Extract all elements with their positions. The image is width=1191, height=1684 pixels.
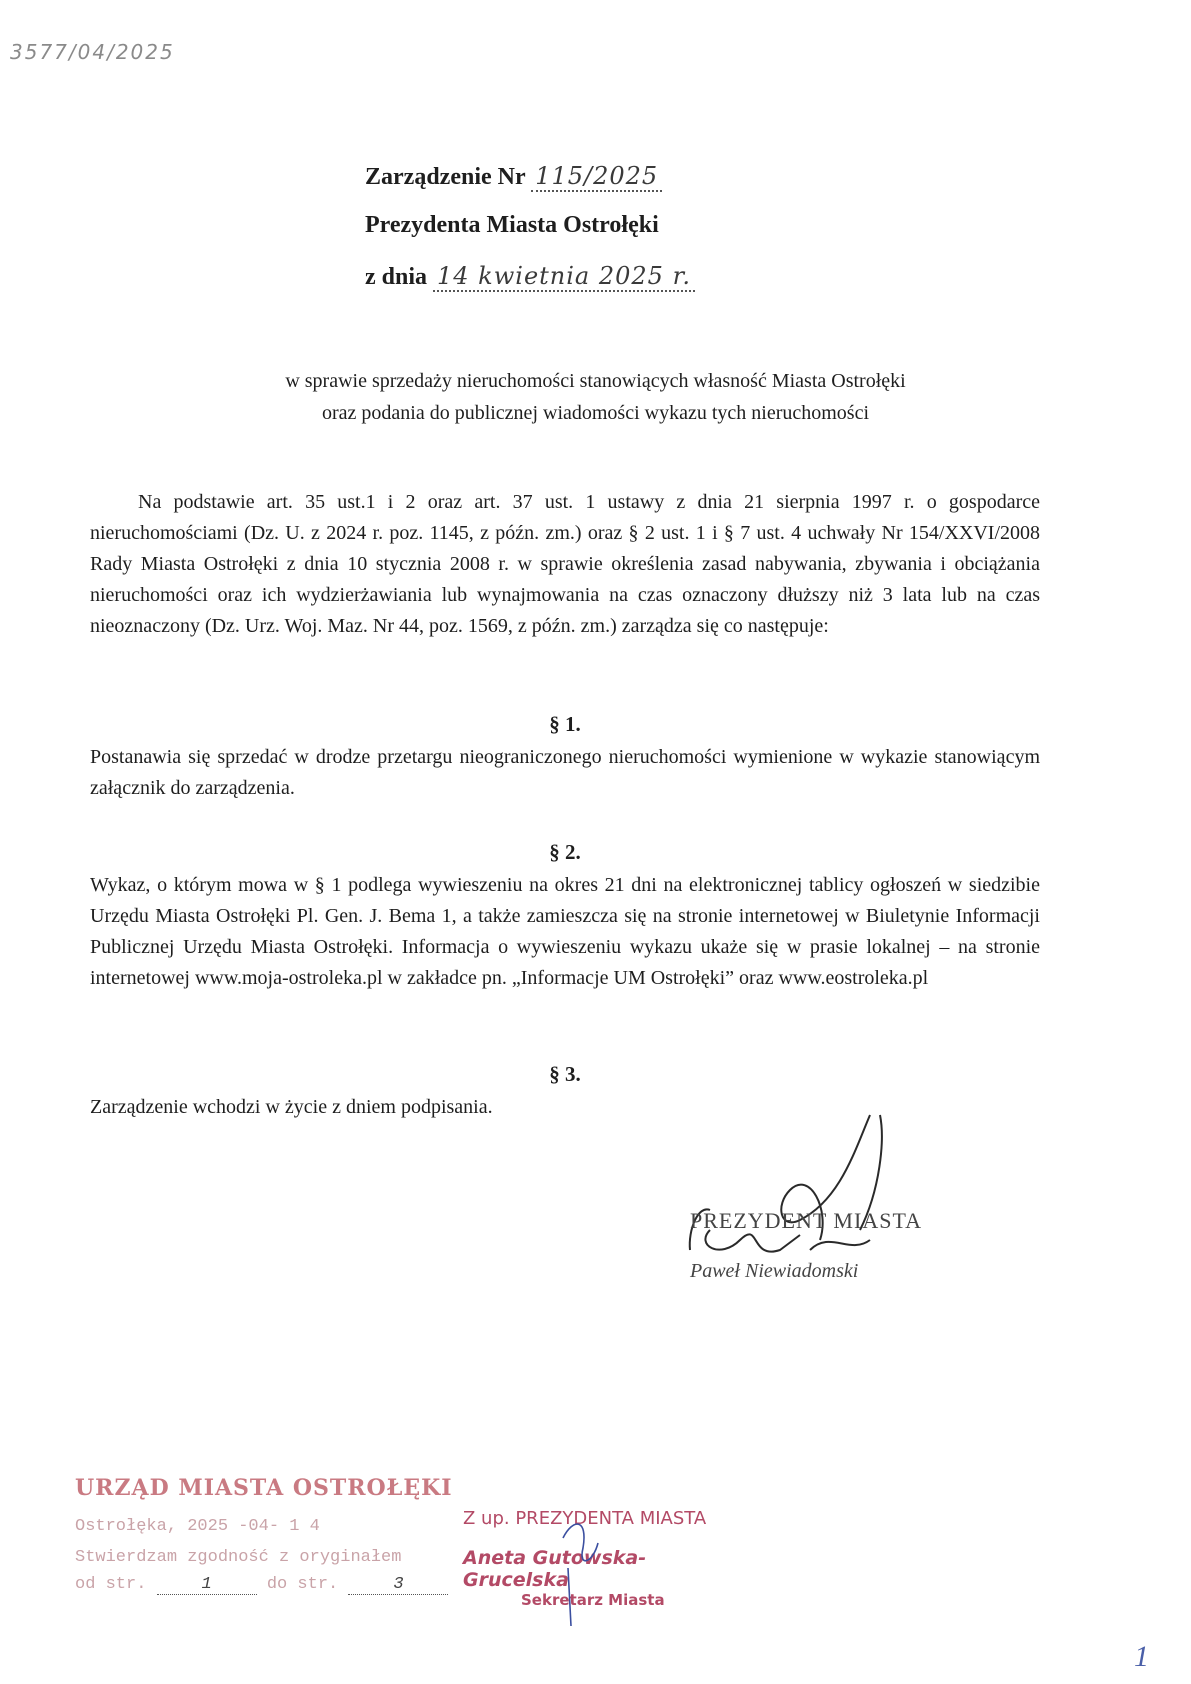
issuer: Prezydenta Miasta Ostrołęki	[365, 212, 659, 238]
signature-block	[680, 1110, 940, 1280]
deputy-signature	[543, 1508, 613, 1628]
to-page: 3	[348, 1575, 448, 1595]
subject-line-2: oraz podania do publicznej wiadomości wykazu tych nieruchomości	[321, 402, 870, 424]
section-3-heading: § 3.	[549, 1062, 581, 1086]
from-label: od str.	[75, 1575, 147, 1594]
stamp-office-name: URZĄD MIASTA OSTROŁĘKI	[75, 1475, 453, 1501]
stamp-place-date: Ostrołęka, 2025 -04- 1 4	[75, 1517, 320, 1536]
section-1-heading: § 1.	[549, 712, 581, 736]
section-1-text: Postanawia się sprzedać w drodze przetargu nieograniczonego nieruchomości wymienione w wykazie stanowiącym załącznik do zarządzenia.	[90, 746, 1040, 799]
preamble: Na podstawie art. 35 ust.1 i 2 oraz art. 37 ust. 1 ustawy z dnia 21 sierpnia 1997 r. o gospodarce nieruchomościami (Dz. U. z 2024 r. poz. 1145, z późn. zm.) oraz § 2 ust. 1 i § 7 ust. 4 uchwały Nr 154/XXVI/2008 Rady Miasta Ostrołęki z dnia 10 stycznia 2008 r. w sprawie określenia zasad nabywania, zbywania i obciążania nieruchomości oraz ich wydzierżawiania lub wynajmowania na czas oznaczony dłuższy niż 3 lata lub na czas nieoznaczony (Dz. Urz. Woj. Maz. Nr 44, poz. 1569, z późn. zm.) zarządza się co następuje:	[90, 491, 1040, 637]
title-prefix: Zarządzenie Nr	[365, 164, 526, 190]
signature-name: Paweł Niewiadomski	[690, 1260, 859, 1282]
document-date	[365, 262, 695, 291]
deputy-line: Z up. PREZYDENTA MIASTA	[463, 1508, 707, 1529]
certification-stamp	[75, 1475, 453, 1595]
subject	[0, 365, 1191, 429]
stamp-statement: Stwierdzam zgodność z oryginałem	[75, 1548, 402, 1567]
date-prefix: z dnia	[365, 264, 428, 290]
page-number: 1	[1134, 1640, 1149, 1673]
section-3-text: Zarządzenie wchodzi w życie z dniem podpisania.	[90, 1096, 493, 1118]
deputy-stamp	[463, 1508, 743, 1609]
signature-title: PREZYDENT MIASTA	[690, 1208, 923, 1233]
from-page: 1	[157, 1575, 257, 1595]
deputy-role: Sekretarz Miasta	[521, 1591, 665, 1609]
section-2-heading: § 2.	[549, 840, 581, 864]
title-number: 115/2025	[531, 162, 662, 192]
deputy-name: Aneta Gutowska-Grucelska	[463, 1547, 647, 1591]
stamp-page-range	[75, 1575, 453, 1595]
section-2-text: Wykaz, o którym mowa w § 1 podlega wywieszeniu na okres 21 dni na elektronicznej tablicy ogłoszeń w siedzibie Urzędu Miasta Ostrołęki Pl. Gen. J. Bema 1, a także zamieszcza się na stronie internetowej w Biuletynie Informacji Publicznej Urzędu Miasta Ostrołęki. Informacja o wywieszeniu wykazu ukaże się w prasie lokalnej – na stronie internetowej www.moja-ostroleka.pl w zakładce pn. „Informacje UM Ostrołęki” oraz www.eostroleka.pl	[90, 874, 1040, 989]
subject-line-1: w sprawie sprzedaży nieruchomości stanowiących własność Miasta Ostrołęki	[285, 370, 906, 392]
document-title	[365, 162, 662, 191]
handwritten-signature	[680, 1110, 940, 1280]
handwritten-reference-number: 3577/04/2025	[10, 40, 175, 64]
to-label: do str.	[266, 1575, 339, 1594]
date-value: 14 kwietnia 2025 r.	[433, 262, 695, 292]
